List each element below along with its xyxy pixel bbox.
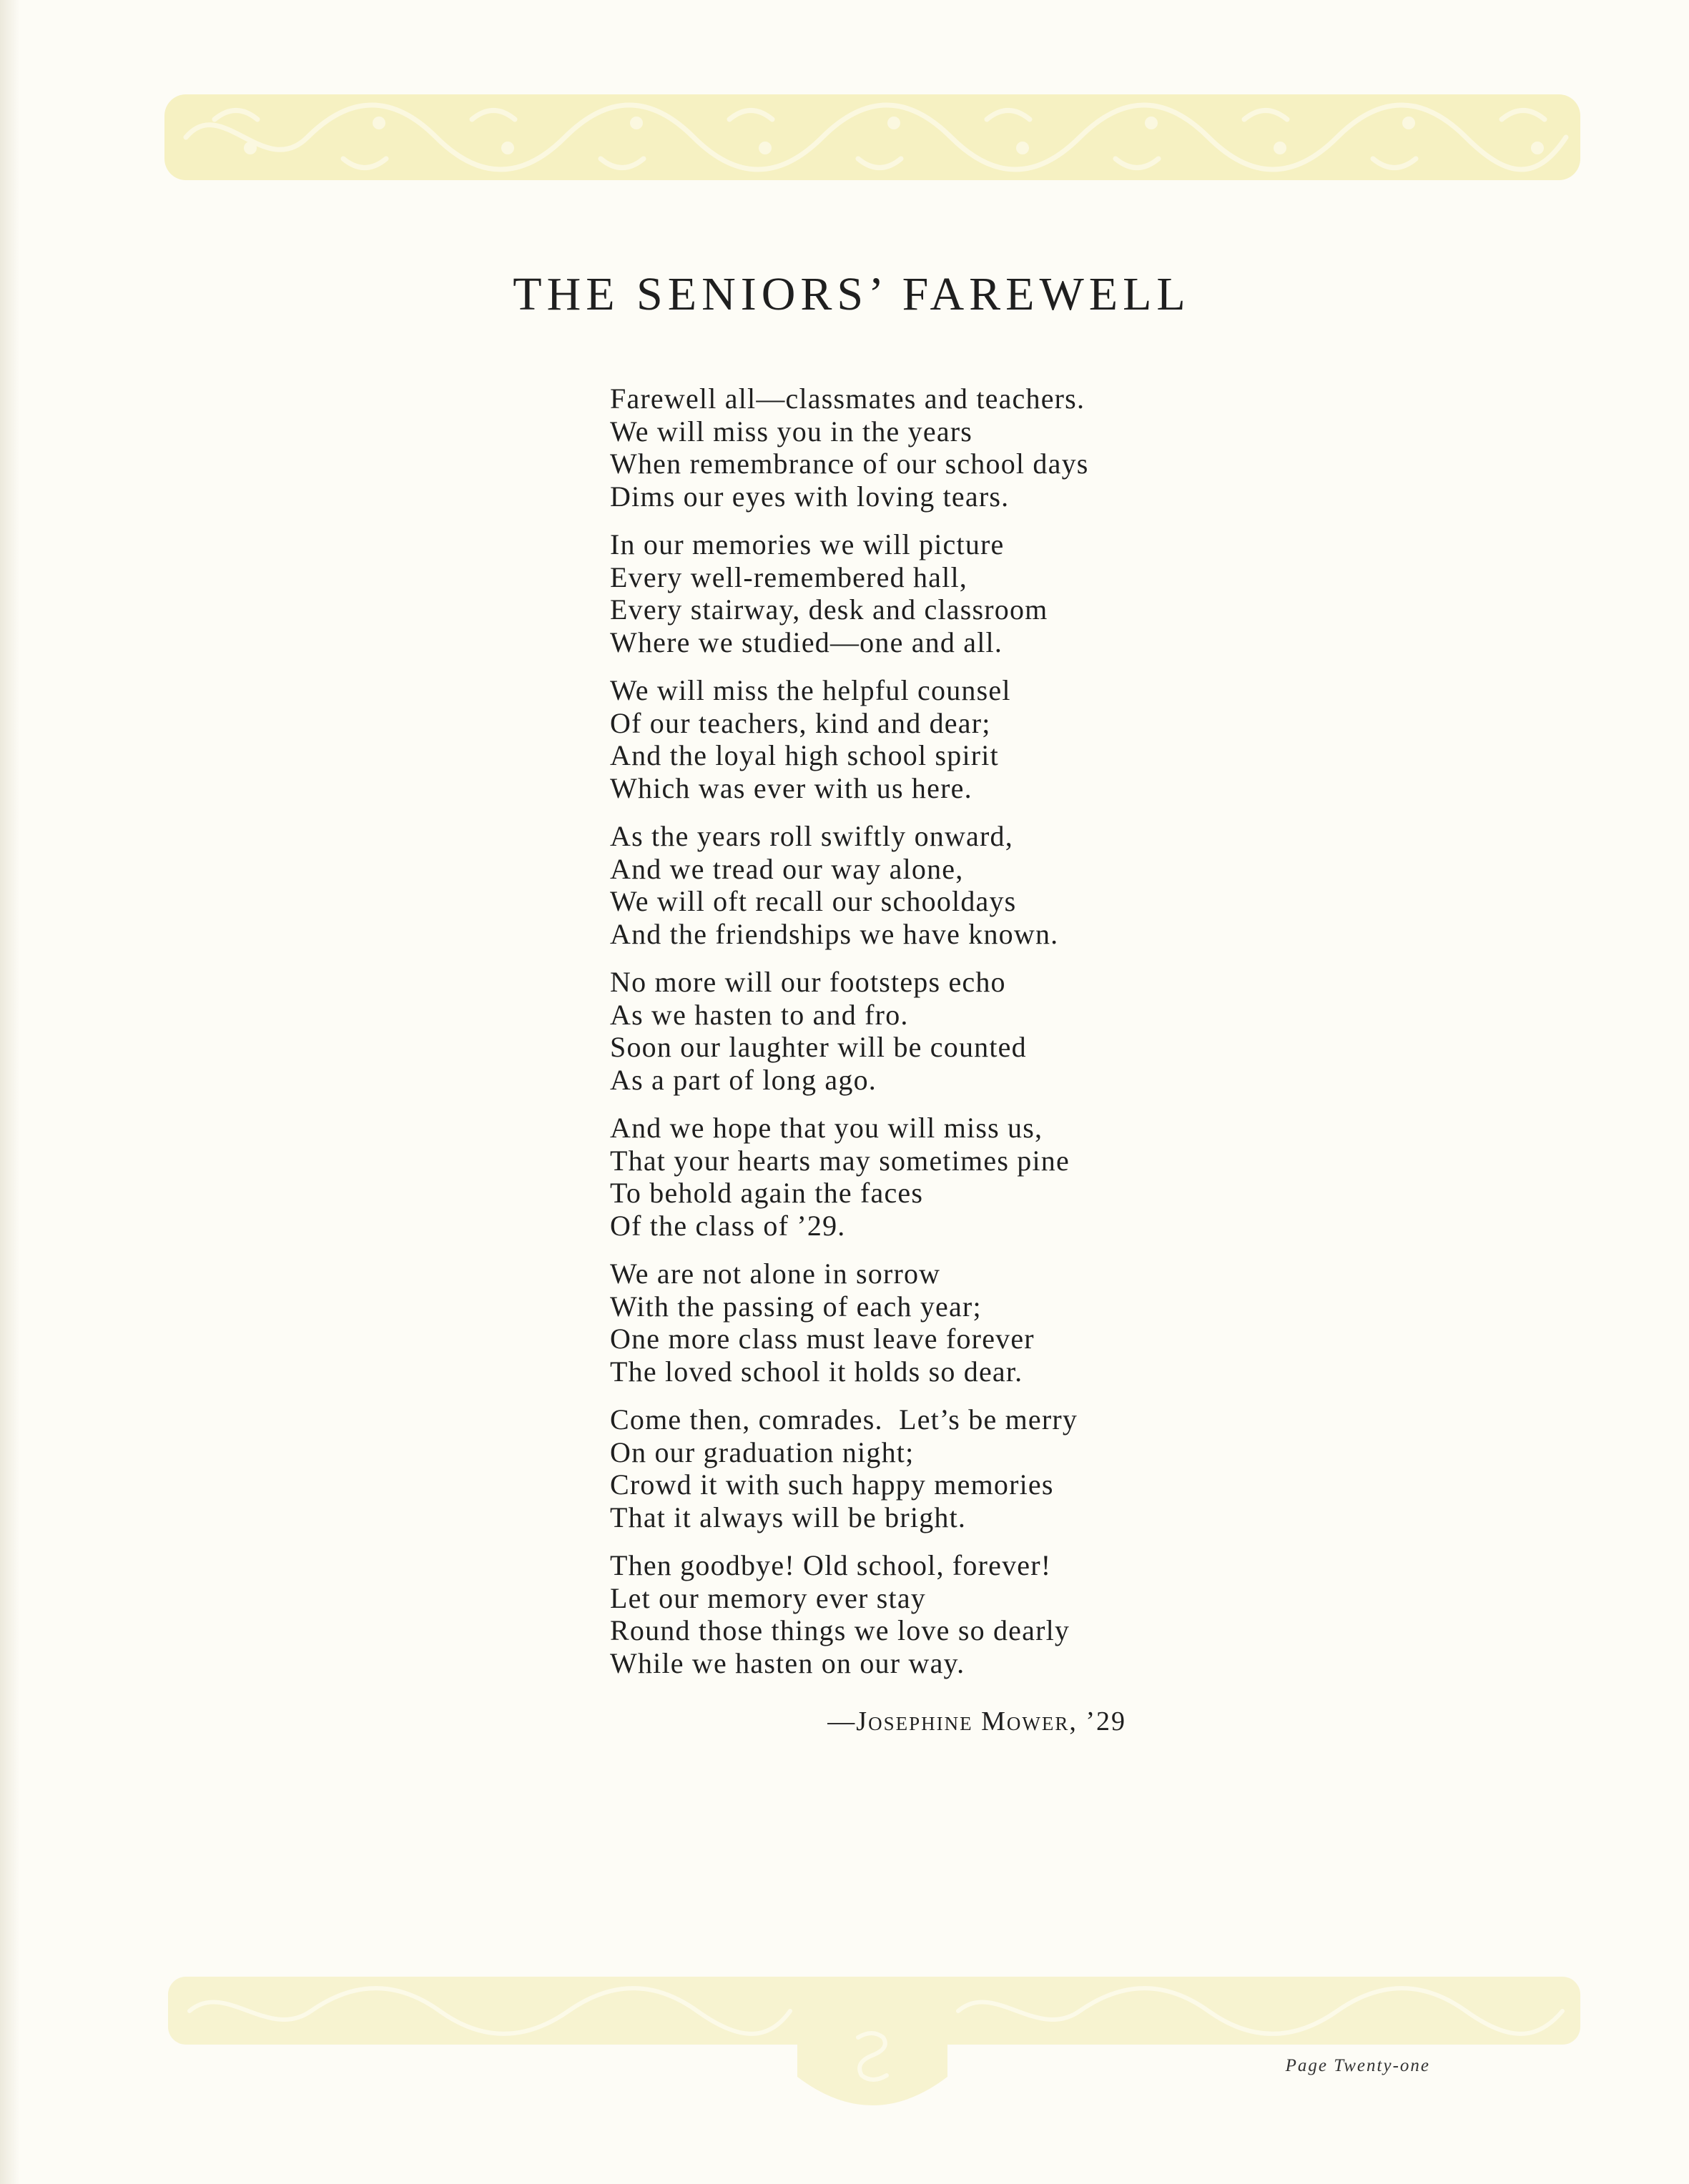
stanza: [610, 966, 1168, 1096]
poem-line: On our graduation night;: [610, 1436, 915, 1468]
poem-line: And we tread our way alone,: [610, 852, 964, 885]
stanza: [610, 382, 1168, 513]
poem-author: —Josephine Mower, ’29: [827, 1706, 1126, 1736]
poem-line: Then goodbye! Old school, forever!: [610, 1549, 1052, 1581]
poem-line: Which was ever with us here.: [610, 771, 972, 804]
bottom-floral-border-icon: [154, 1970, 1595, 2134]
poem-line: Farewell all—classmates and teachers.: [610, 382, 1085, 415]
poem-line: That it always will be bright.: [610, 1501, 967, 1533]
poem-line: Where we studied—one and all.: [610, 626, 1003, 658]
poem-line: Dims our eyes with loving tears.: [610, 480, 1010, 513]
poem-line: With the passing of each year;: [610, 1290, 982, 1323]
poem-line: Round those things we love so dearly: [610, 1614, 1070, 1646]
poem-line: As a part of long ago.: [610, 1063, 877, 1096]
poem-line: As we hasten to and fro.: [610, 998, 909, 1031]
poem-line: To behold again the faces: [610, 1177, 924, 1209]
top-floral-border-icon: [143, 80, 1602, 194]
poem-line: We are not alone in sorrow: [610, 1257, 941, 1290]
poem-body: [610, 382, 1168, 1695]
poem-line: When remembrance of our school days: [610, 448, 1089, 480]
poem-title: THE SENIORS’ FAREWELL: [513, 268, 1191, 320]
poem-line: And the loyal high school spirit: [610, 739, 999, 771]
poem-line: Crowd it with such happy memories: [610, 1468, 1054, 1501]
poem-line: As the years roll swiftly onward,: [610, 820, 1013, 852]
stanza: [610, 674, 1168, 804]
poem-line: Soon our laughter will be counted: [610, 1031, 1027, 1063]
poem-line: No more will our footsteps echo: [610, 966, 1006, 998]
poem-line: And the friendships we have known.: [610, 917, 1059, 950]
poem-line: Of the class of ’29.: [610, 1209, 846, 1242]
poem-line: Every well-remembered hall,: [610, 560, 967, 593]
poem-line: And we hope that you will miss us,: [610, 1112, 1043, 1144]
poem-line: We will miss you in the years: [610, 415, 973, 448]
stanza: [610, 1549, 1168, 1679]
poem-line: We will miss the helpful counsel: [610, 674, 1011, 706]
poem-line: Every stairway, desk and classroom: [610, 593, 1048, 626]
poem-line: Of our teachers, kind and dear;: [610, 706, 991, 739]
stanza: [610, 1257, 1168, 1388]
poem-line: While we hasten on our way.: [610, 1646, 965, 1679]
poem-line: One more class must leave forever: [610, 1323, 1035, 1355]
poem-line: The loved school it holds so dear.: [610, 1355, 1023, 1388]
stanza: [610, 820, 1168, 950]
poem-line: We will oft recall our schooldays: [610, 885, 1017, 917]
poem-line: In our memories we will picture: [610, 528, 1005, 560]
stanza: [610, 528, 1168, 658]
stanza: [610, 1403, 1168, 1533]
page-edge-shadow: [0, 0, 20, 2184]
page-number: Page Twenty-one: [1285, 2056, 1430, 2075]
stanza: [610, 1112, 1168, 1242]
poem-line: Come then, comrades. Let’s be merry: [610, 1403, 1078, 1436]
poem-line: That your hearts may sometimes pine: [610, 1144, 1070, 1177]
poem-line: Let our memory ever stay: [610, 1581, 926, 1614]
